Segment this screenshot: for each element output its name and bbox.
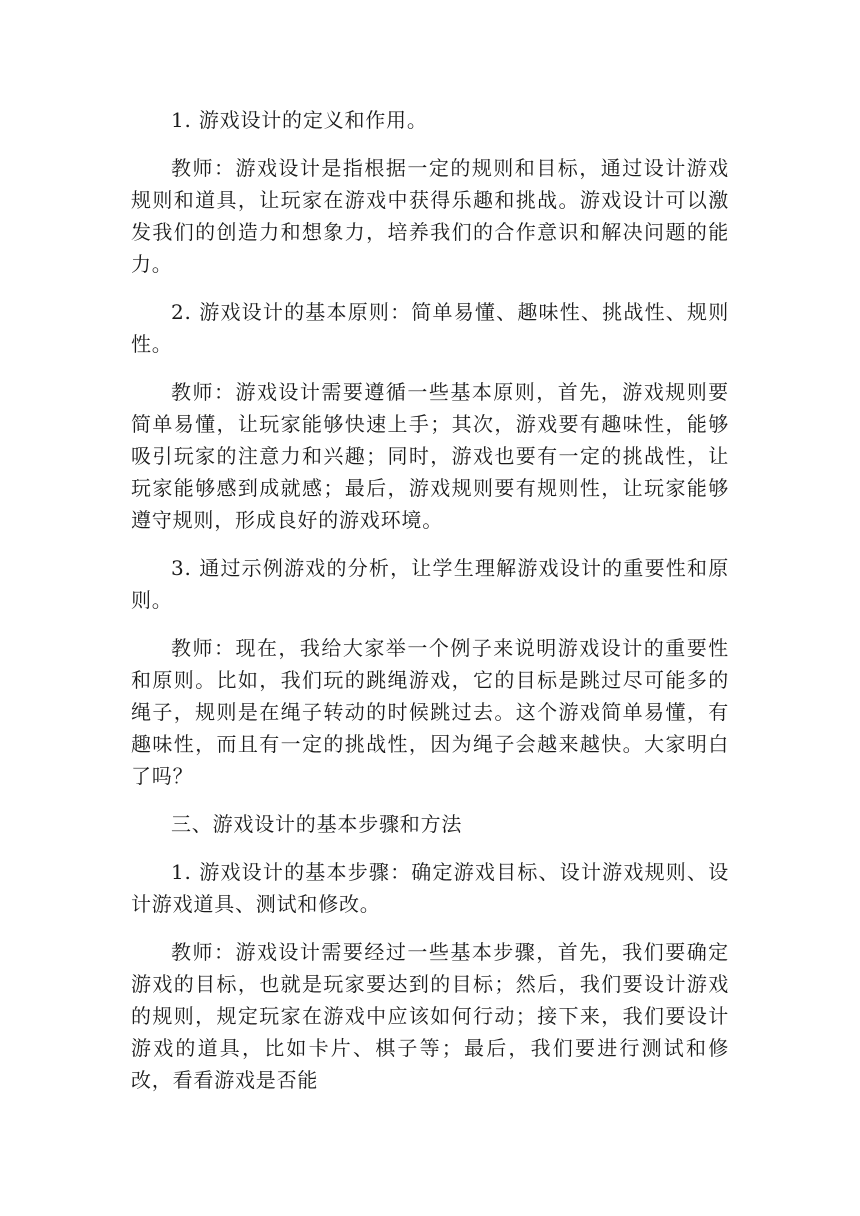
document-page xyxy=(131,104,729,1096)
section-heading: 三、游戏设计的基本步骤和方法 xyxy=(171,812,463,836)
paragraph-teacher-2: 教师：游戏设计需要遵循一些基本原则，首先，游戏规则要简单易懂，让玩家能够快速上手；其次，游戏要有趣味性，能够吸引玩家的注意力和兴趣；同时，游戏也要有一定的挑战性，让玩家能够感到成就感；最后，游戏规则要有规则性，让玩家能够遵守规则，形成良好的游戏环境。 xyxy=(131,380,729,532)
paragraph-teacher-4: 教师：游戏设计需要经过一些基本步骤，首先，我们要确定游戏的目标，也就是玩家要达到的目标；然后，我们要设计游戏的规则，规定玩家在游戏中应该如何行动；接下来，我们要设计游戏的道具，比如卡片、棋子等；最后，我们要进行测试和修改，看看游戏是否能 xyxy=(131,940,729,1092)
paragraph-heading-1: 1. 游戏设计的定义和作用。 xyxy=(171,108,428,132)
paragraph-heading-3: 3. 通过示例游戏的分析，让学生理解游戏设计的重要性和原则。 xyxy=(131,556,729,612)
paragraph-teacher-3: 教师：现在，我给大家举一个例子来说明游戏设计的重要性和原则。比如，我们玩的跳绳游戏，它的目标是跳过尽可能多的绳子，规则是在绳子转动的时候跳过去。这个游戏简单易懂，有趣味性，而且有一定的挑战性，因为绳子会越来越快。大家明白了吗？ xyxy=(131,636,729,788)
paragraph-heading-4: 1. 游戏设计的基本步骤：确定游戏目标、设计游戏规则、设计游戏道具、测试和修改。 xyxy=(131,860,729,916)
paragraph-heading-2: 2. 游戏设计的基本原则：简单易懂、趣味性、挑战性、规则性。 xyxy=(131,300,729,356)
paragraph-teacher-1: 教师：游戏设计是指根据一定的规则和目标，通过设计游戏规则和道具，让玩家在游戏中获得乐趣和挑战。游戏设计可以激发我们的创造力和想象力，培养我们的合作意识和解决问题的能力。 xyxy=(131,156,729,276)
